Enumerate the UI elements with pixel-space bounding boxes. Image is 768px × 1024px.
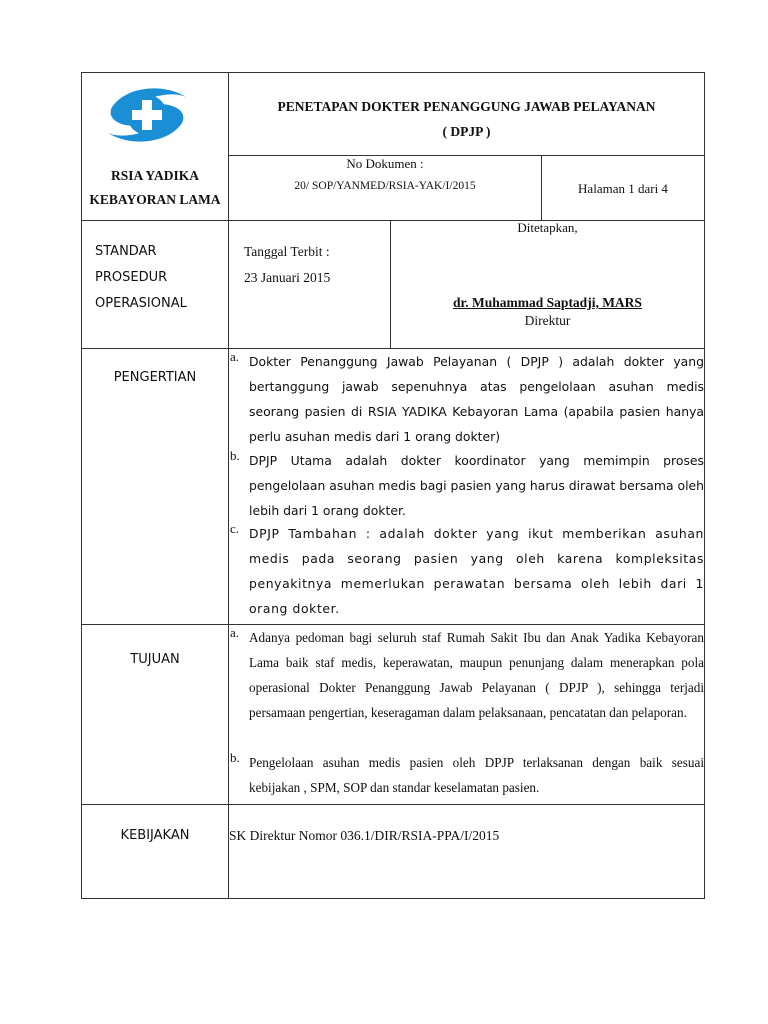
list-marker: c. — [230, 521, 240, 536]
list-item — [230, 750, 704, 802]
issue-date-cell — [244, 239, 384, 291]
sop-label-line1: STANDAR — [95, 244, 157, 259]
section-label-tujuan: TUJUAN — [130, 652, 180, 667]
list-marker: b. — [230, 448, 240, 463]
list-item — [230, 625, 704, 749]
list-item — [230, 521, 704, 621]
list-marker: a. — [230, 625, 240, 640]
list-item-text: DPJP Tambahan : adalah dokter yang ikut memberikan asuhan medis pada seorang pasien yang oleh karena kompleksitas penyakitnya memerlukan perawatan bersama oleh lebih dari 1 orang dokter. — [249, 526, 704, 616]
list-item-text: DPJP Utama adalah dokter koordinator yang memimpin proses pengelolaan asuhan medis bagi pasien yang harus dirawat bersama oleh lebih dari 1 orang dokter. — [249, 453, 704, 518]
sop-label-line3: OPERASIONAL — [95, 296, 187, 311]
institution-line1: RSIA YADIKA — [111, 168, 199, 183]
kebijakan-text: SK Direktur Nomor 036.1/DIR/RSIA-PPA/I/2015 — [229, 828, 500, 843]
sop-label — [95, 239, 225, 317]
list-item-text: Pengelolaan asuhan medis pasien oleh DPJP terlaksanan dengan baik sesuai kebijakan , SPM, SOP dan standar keselamatan pasien. — [249, 755, 704, 795]
established-label: Ditetapkan, — [517, 220, 578, 235]
signer-name: dr. Muhammad Saptadji, MARS — [453, 295, 642, 310]
list-item-text: Adanya pedoman bagi seluruh staf Rumah Sakit Ibu dan Anak Yadika Kebayoran Lama baik staf medis, keperawatan, maupun penunjang dalam menerapkan pola operasional Dokter Penanggung Jawab Pelayanan ( DPJP ), sehingga terjadi persamaan pengertian, keseragaman dalam pelaksanaan, pencatatan dan pelaporan. — [249, 630, 704, 720]
title-line2: ( DPJP ) — [442, 124, 491, 139]
doc-number-cell — [229, 156, 541, 220]
institution-name — [82, 164, 228, 212]
doc-number-value: 20/ SOP/YANMED/RSIA-YAK/I/2015 — [294, 180, 476, 192]
list-marker: b. — [230, 750, 240, 765]
page-info: Halaman 1 dari 4 — [578, 181, 668, 196]
divider — [82, 804, 704, 805]
list-item — [230, 448, 704, 520]
doc-number-label: No Dokumen : — [346, 156, 424, 171]
list-item-text: Dokter Penanggung Jawab Pelayanan ( DPJP ) adalah dokter yang bertanggung jawab sepenuhnya atas pengelolaan asuhan medis seorang pasien di RSIA YADIKA Kebayoran Lama (apabila pasien hanya perlu asuhan medis dari 1 orang dokter) — [249, 354, 704, 444]
section-label-pengertian: PENGERTIAN — [113, 370, 197, 385]
list-item — [230, 349, 704, 447]
sop-label-line2: PROSEDUR — [95, 270, 168, 285]
list-marker: a. — [230, 349, 240, 364]
issue-date-value: 23 Januari 2015 — [244, 270, 331, 285]
header-logo-cell — [82, 73, 228, 220]
signer-title: Direktur — [524, 313, 571, 328]
hospital-cross-logo-icon — [102, 83, 192, 147]
issue-date-label: Tanggal Terbit : — [244, 244, 330, 259]
title-line1: PENETAPAN DOKTER PENANGGUNG JAWAB PELAYANAN — [277, 99, 656, 114]
institution-line2: KEBAYORAN LAMA — [89, 192, 221, 207]
document-title — [229, 94, 704, 144]
section-label-kebijakan: KEBIJAKAN — [120, 828, 190, 843]
sop-document — [81, 72, 705, 899]
